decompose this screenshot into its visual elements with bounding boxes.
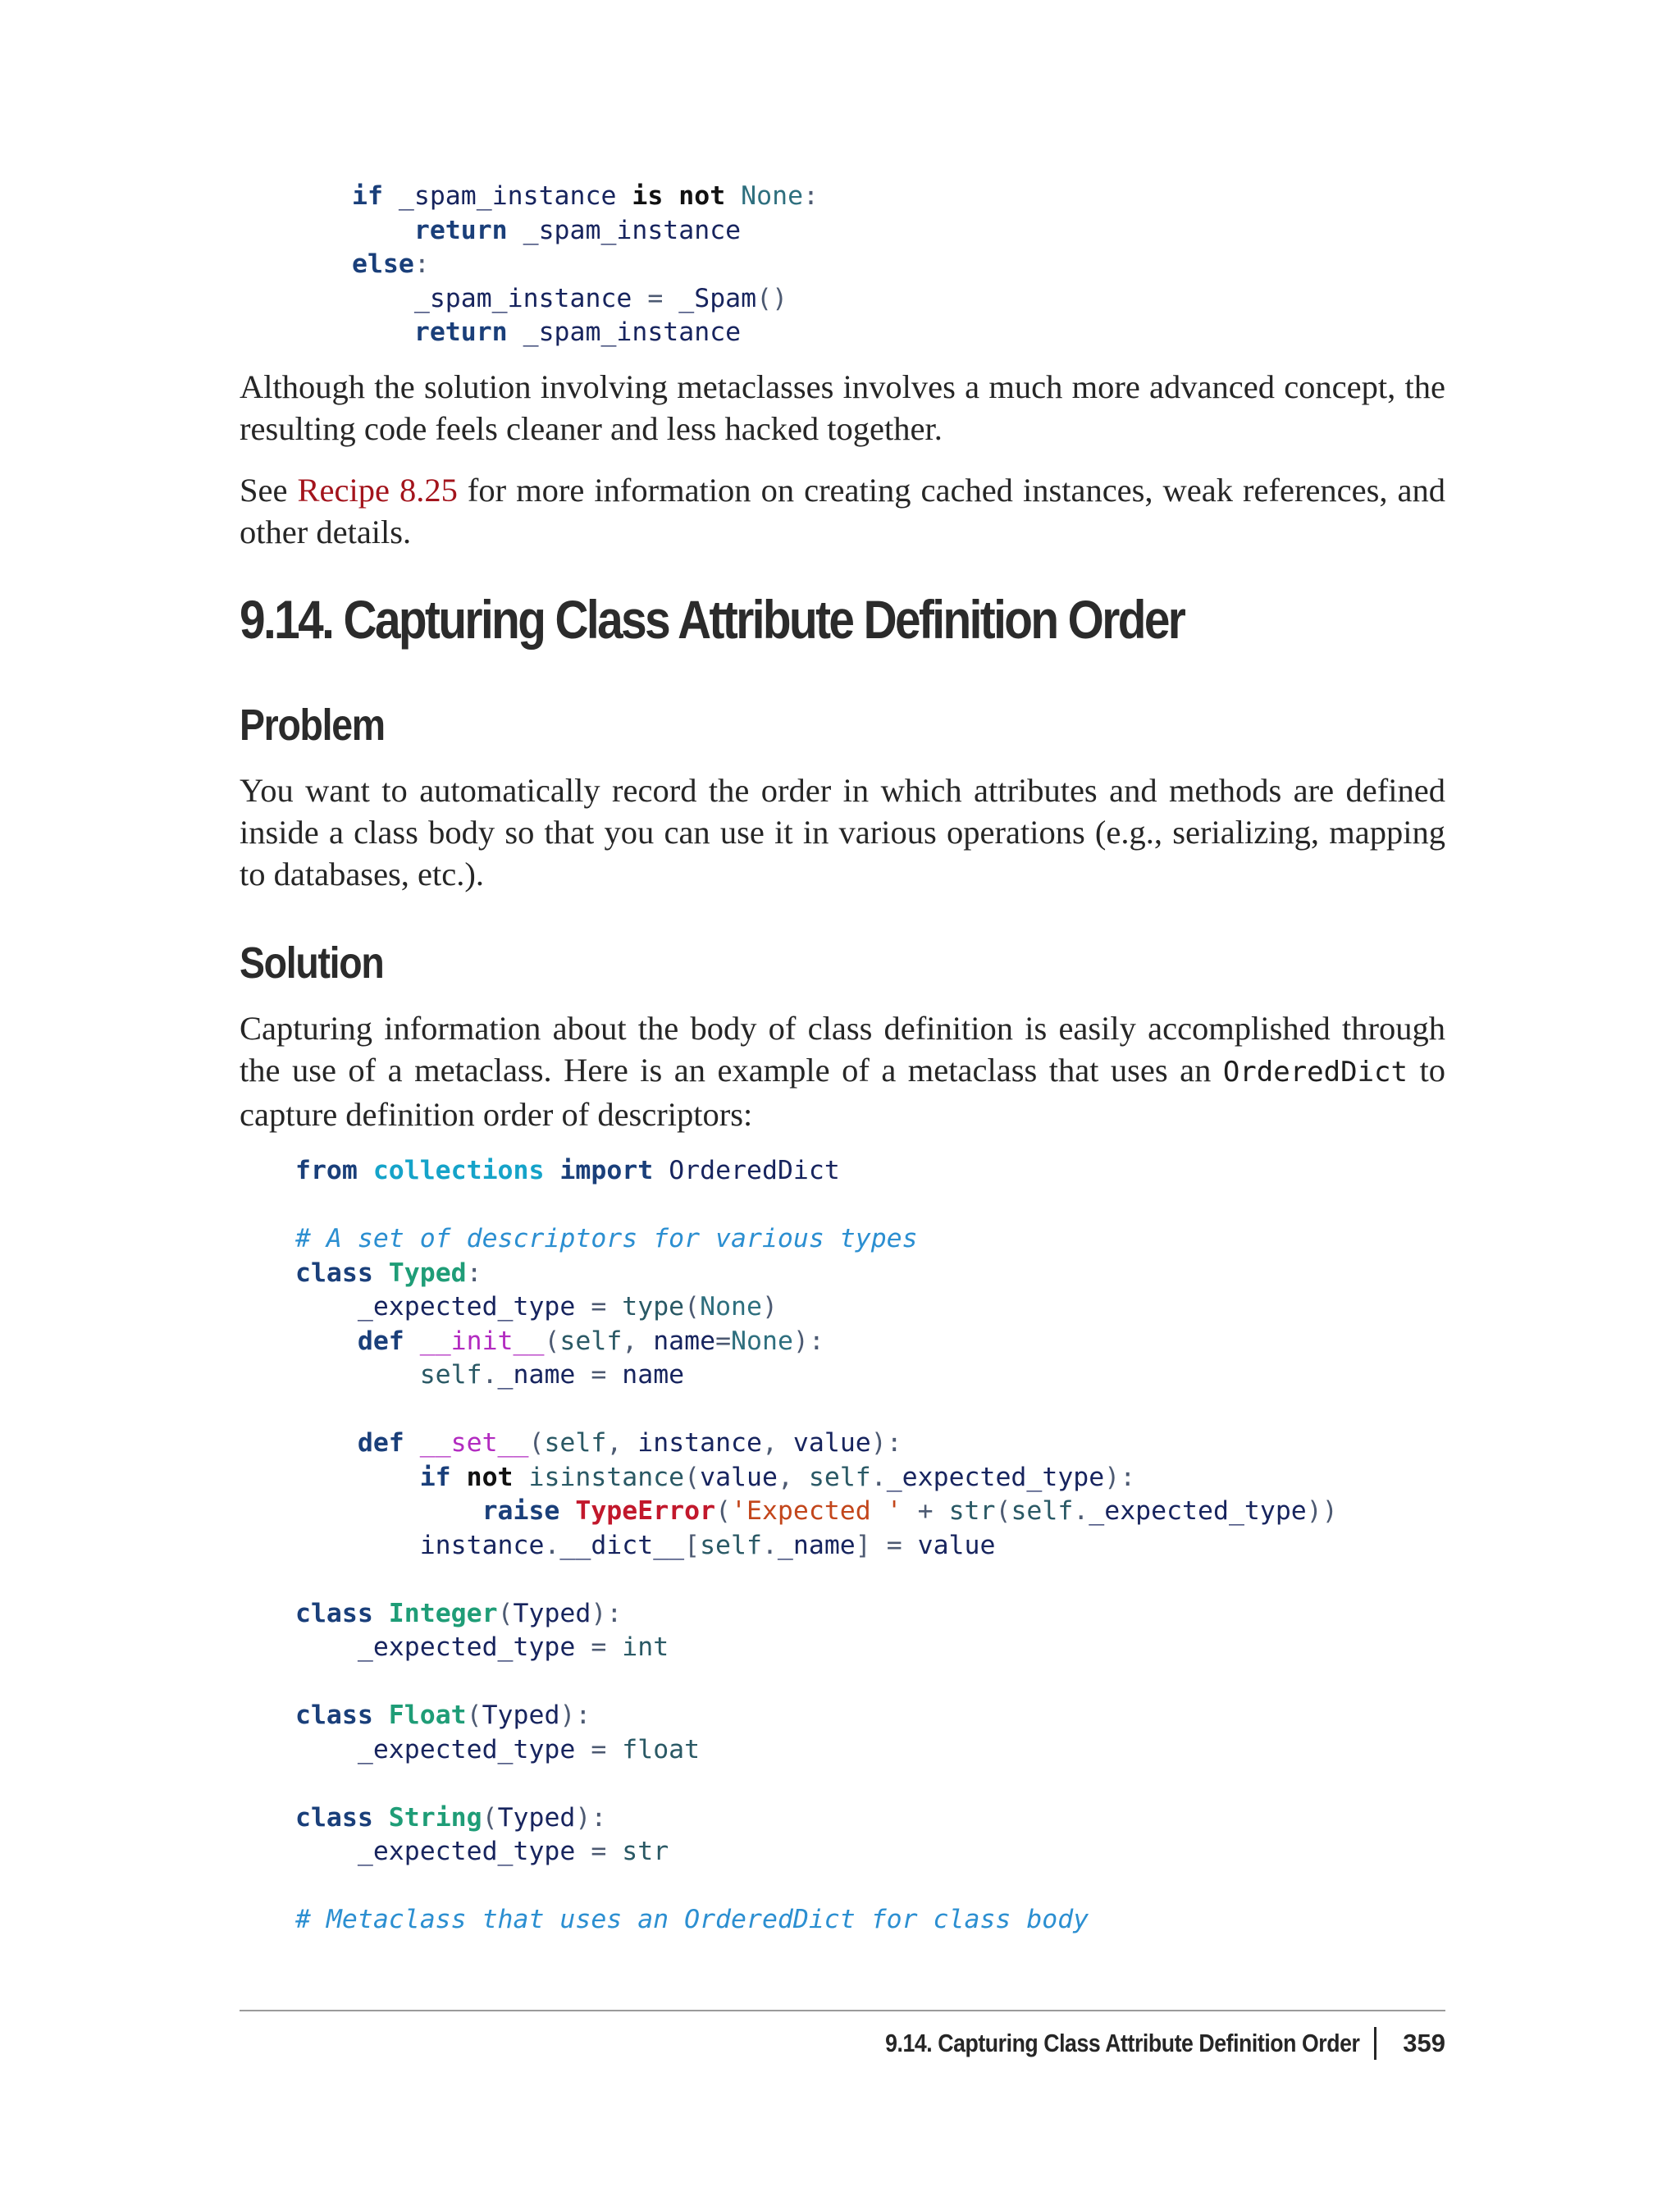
solution-heading: Solution [240, 938, 384, 988]
code-block-singleton [352, 180, 819, 350]
code-line: _expected_type = float [357, 1734, 701, 1764]
code-line-blank [295, 1189, 1338, 1223]
problem-paragraph: You want to automatically record the order in which attributes and methods are defined inside a class body so that you can use it in various operations (e.g., serializing, mapping to databases, etc.). [240, 772, 1445, 892]
code-line: if _spam_instance is not None: [352, 181, 819, 211]
see-also-prefix: See [240, 472, 298, 509]
code-line: _expected_type = int [357, 1632, 669, 1662]
code-line: def __init__(self, name=None): [357, 1326, 824, 1356]
ordereddict-inline-code: OrderedDict [1222, 1056, 1408, 1089]
solution-paragraph [240, 1007, 1445, 1135]
footer-separator [1374, 2027, 1376, 2060]
problem-heading: Problem [240, 701, 385, 750]
code-line-blank [295, 1665, 1338, 1700]
code-line: _expected_type = type(None) [357, 1292, 778, 1322]
code-line: class Float(Typed): [295, 1701, 591, 1730]
code-line-blank [295, 1767, 1338, 1801]
code-line: class Typed: [295, 1258, 482, 1288]
paragraph-see-also [240, 469, 1445, 553]
paragraph-metaclass-note: Although the solution involving metaclasses involves a much more advanced concept, the resulting code feels cleaner and less hacked together. [240, 368, 1445, 447]
code-line: from collections import OrderedDict [295, 1156, 840, 1185]
code-line-blank [295, 1869, 1338, 1904]
see-also-suffix: for more information on creating cached instances, weak references, and other details. [240, 472, 1445, 550]
code-line: _spam_instance = _Spam() [413, 283, 788, 313]
footer-section-title: 9.14. Capturing Class Attribute Definition Order [884, 2029, 1360, 2057]
page-footer [808, 2025, 1445, 2062]
code-line: class String(Typed): [295, 1802, 607, 1833]
solution-text-start: Capturing information about the body of class definition is easily accomplished through the use of a metaclass. Here is an example of a metaclass that uses an [240, 1010, 1445, 1089]
code-line: _expected_type = str [357, 1837, 669, 1866]
code-line: self._name = name [419, 1360, 685, 1390]
code-line: class Integer(Typed): [295, 1598, 623, 1628]
code-comment: # A set of descriptors for various types [295, 1224, 918, 1253]
code-line: def __set__(self, instance, value): [357, 1428, 902, 1458]
code-line: return _spam_instance [413, 215, 742, 245]
solution-text-end: to capture definition order of descriptors: [240, 1052, 1445, 1133]
code-line-blank [295, 1563, 1338, 1597]
code-line: raise TypeError('Expected ' + str(self._expected_type)) [482, 1496, 1338, 1526]
code-comment: # Metaclass that uses an OrderedDict for class body [295, 1905, 1089, 1934]
recipe-8-25-link[interactable]: Recipe 8.25 [297, 472, 458, 509]
code-line: instance.__dict__[self._name] = value [419, 1530, 996, 1560]
section-title: 9.14. Capturing Class Attribute Definition Order [240, 589, 1185, 650]
code-line: return _spam_instance [413, 317, 742, 347]
footer-divider [240, 2010, 1445, 2011]
code-line: else: [352, 249, 430, 279]
code-line-blank [295, 1393, 1338, 1427]
code-line: if not isinstance(value, self._expected_type): [419, 1462, 1136, 1492]
code-block-descriptors [295, 1154, 1338, 1938]
page-number: 359 [1403, 2029, 1445, 2057]
